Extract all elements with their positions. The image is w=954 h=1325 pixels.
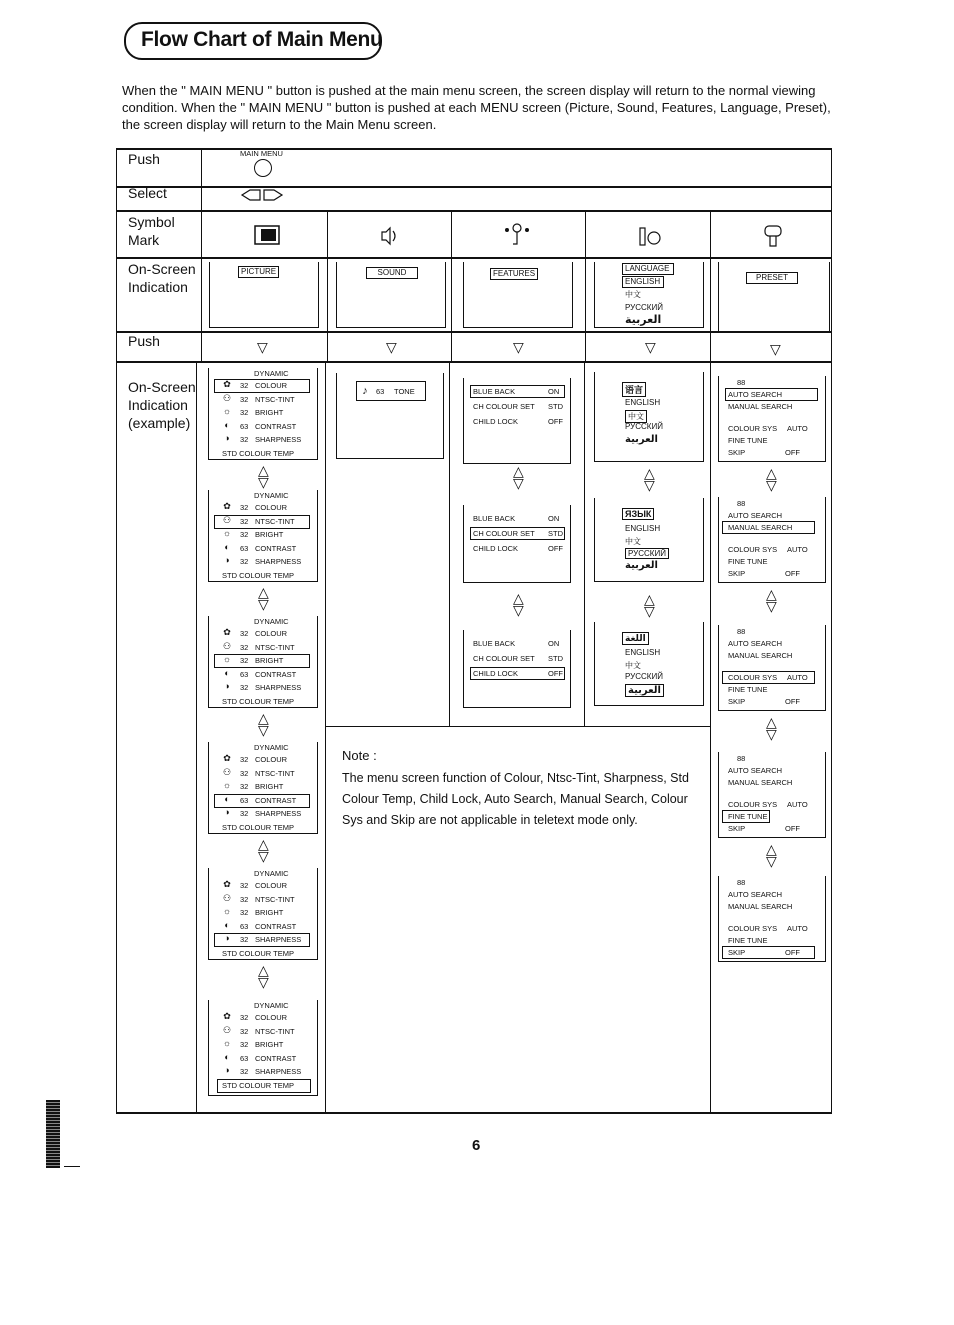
tone-value: 63 [376,387,385,396]
picture-mode-label: DYNAMIC [254,617,289,626]
picture-item-label: BRIGHT [255,782,284,792]
preset-item-value: AUTO [787,800,808,809]
down-triangle-icon: ▽ [258,722,269,738]
contrast-icon: ◐ [224,419,230,430]
preset-channel-number: 88 [737,754,746,763]
main-menu-button-icon [254,159,272,177]
picture-item-value: 32 [240,516,249,526]
picture-item-label: SHARPNESS [255,935,302,945]
note-title: Note : [342,748,377,763]
language-option: ENGLISH [625,648,661,657]
menu-preset[interactable]: PRESET [746,272,798,284]
down-triangle-icon: ▽ [766,598,777,614]
language-option[interactable]: 中文 [625,410,647,423]
preset-item-label: AUTO SEARCH [728,766,783,775]
intro-paragraph: When the " MAIN MENU " button is pushed at the main menu screen, the screen display will return to the normal viewing condition. When the " MAIN MENU " button is pushed at each MENU screen (Picture, Sound, Features, Language, Preset), the screen display will return to the Main Menu screen. [122,83,831,132]
picture-footer-label: STD COLOUR TEMP [222,697,294,706]
picture-footer-label: STD COLOUR TEMP [222,949,294,958]
picture-symbol-icon [252,224,282,246]
picture-item-value: 32 [240,1026,249,1036]
up-triangle-icon: △ [644,465,655,481]
features-item-label: CHILD LOCK [473,669,519,678]
picture-item-value: 32 [240,894,249,904]
language-menu-header: 语言 [622,382,646,397]
down-triangle-icon: ▽ [258,596,269,612]
down-triangle-icon: ▽ [766,477,777,493]
col-line [325,362,326,1113]
contrast-icon: ◐ [224,919,230,930]
preset-item-label: AUTO SEARCH [728,890,783,899]
picture-item-label: COLOUR [255,503,288,512]
preset-item-label: SKIP [728,697,746,706]
preset-item-label: MANUAL SEARCH [728,651,793,660]
menu-sound[interactable]: SOUND [366,267,418,279]
picture-footer-label: STD COLOUR TEMP [222,823,294,832]
picture-footer-label: STD COLOUR TEMP [222,449,294,458]
picture-item-label: COLOUR [255,1013,288,1022]
row-label-onscreen: On-Screen Indication [128,261,196,295]
tone-icon: ♪ [362,385,368,397]
up-triangle-icon: △ [258,584,269,600]
picture-item-label: BRIGHT [255,656,284,666]
picture-item-value: 32 [240,408,249,418]
down-triangle-icon: ▽ [645,339,656,355]
colour-icon: ✿ [223,627,231,637]
picture-item-value: 32 [240,1067,249,1077]
up-triangle-icon: △ [258,462,269,478]
features-item-label: CH COLOUR SET [473,654,535,663]
preset-item-value: AUTO [787,545,808,554]
features-item-value: ON [548,639,560,648]
lang-arabic: العربية [625,314,662,326]
label-col-line [196,362,197,1113]
col-line [449,362,450,727]
row-label-symbol: Symbol Mark [128,214,175,248]
up-triangle-icon: △ [766,714,777,730]
features-item-value: ON [548,514,560,523]
language-menu-header: ЯЗЫК [622,508,654,520]
picture-item-label: BRIGHT [255,530,284,540]
sharpness-icon: ◑ [224,807,230,818]
preset-item-label: SKIP [728,824,746,833]
features-item-value: OFF [548,544,563,553]
features-item-label: BLUE BACK [473,514,516,523]
picture-item-value: 32 [240,656,249,666]
preset-item-label: FINE TUNE [728,557,768,566]
colour-icon: ✿ [223,753,231,763]
language-option: ENGLISH [625,524,661,533]
preset-item-label: FINE TUNE [728,436,768,445]
language-option: РУССКИЙ [625,422,663,431]
up-triangle-icon: △ [644,591,655,607]
preset-item-value: AUTO [787,924,808,933]
features-item-label: BLUE BACK [473,387,516,396]
features-item-value: STD [548,402,563,411]
picture-item-label: NTSC-TINT [255,642,295,652]
down-triangle-icon: ▽ [766,853,777,869]
picture-item-value: 32 [240,881,249,890]
col-line [585,210,586,362]
preset-item-label: COLOUR SYS [728,673,778,682]
picture-item-value: 32 [240,530,249,540]
language-option: العربية [625,560,658,571]
down-triangle-icon: ▽ [513,339,524,355]
down-triangle-icon: ▽ [386,339,397,355]
picture-item-label: NTSC-TINT [255,516,295,526]
language-option: РУССКИЙ [625,672,663,681]
features-item-value: ON [548,387,560,396]
col-line [451,210,452,362]
picture-item-label: COLOUR [255,629,288,638]
up-triangle-icon: △ [766,586,777,602]
colour-icon: ✿ [223,501,231,511]
picture-item-value: 63 [240,421,249,431]
language-option: العربية [625,434,658,445]
picture-item-value: 32 [240,381,249,390]
language-option[interactable]: РУССКИЙ [625,548,669,559]
down-triangle-icon: ▽ [257,339,268,355]
picture-item-value: 63 [240,921,249,931]
preset-item-label: AUTO SEARCH [728,511,783,520]
picture-item-label: COLOUR [255,381,288,390]
row-label-push2: Push [128,333,160,349]
page-title: Flow Chart of Main Menu [141,28,383,51]
picture-item-value: 32 [240,683,249,693]
picture-item-label: SHARPNESS [255,1067,302,1077]
preset-item-value: OFF [785,948,800,957]
features-item-value: STD [548,529,563,538]
picture-item-label: BRIGHT [255,1040,284,1050]
picture-item-label: NTSC-TINT [255,894,295,904]
up-triangle-icon: △ [513,590,524,606]
picture-item-label: CONTRAST [255,669,297,679]
bright-icon: ☼ [222,780,232,791]
preset-item-label: FINE TUNE [728,685,768,694]
preset-item-value: OFF [785,697,800,706]
sharpness-icon: ◑ [224,1065,230,1076]
row-label-example: On-Screen Indication (example) [128,379,196,431]
bright-icon: ☼ [222,1038,232,1049]
preset-item-label: FINE TUNE [728,812,768,821]
preset-item-label: COLOUR SYS [728,545,778,554]
picture-item-value: 32 [240,557,249,567]
down-triangle-icon: ▽ [766,726,777,742]
preset-item-label: AUTO SEARCH [728,390,783,399]
picture-item-value: 32 [240,629,249,638]
lang-chinese: 中文 [625,290,641,299]
language-option: ENGLISH [625,398,661,407]
note-top-line [326,726,710,727]
language-option: 中文 [625,661,641,670]
features-item-label: BLUE BACK [473,639,516,648]
contrast-icon: ◐ [224,541,230,552]
page-number: 6 [472,1137,481,1154]
col-line [327,210,328,362]
preset-channel-number: 88 [737,378,746,387]
features-item-label: CH COLOUR SET [473,402,535,411]
table-right-border [831,148,832,1113]
preset-item-label: COLOUR SYS [728,424,778,433]
colour-icon: ✿ [223,1011,231,1021]
down-triangle-icon: ▽ [258,974,269,990]
picture-item-value: 32 [240,809,249,819]
picture-mode-label: DYNAMIC [254,869,289,878]
features-item-label: CHILD LOCK [473,417,519,426]
picture-item-value: 32 [240,768,249,778]
down-triangle-icon: ▽ [258,474,269,490]
label-col-line [201,148,202,362]
picture-item-label: BRIGHT [255,908,284,918]
col-line [584,362,585,727]
down-triangle-icon: ▽ [770,341,781,357]
preset-item-label: MANUAL SEARCH [728,402,793,411]
picture-item-value: 32 [240,503,249,512]
table-line [116,186,832,188]
preset-item-value: AUTO [787,424,808,433]
picture-item-value: 63 [240,795,249,805]
preset-item-label: AUTO SEARCH [728,639,783,648]
preset-channel-number: 88 [737,878,746,887]
picture-mode-label: DYNAMIC [254,369,289,378]
tint-icon: ⚇ [222,892,232,903]
menu-features[interactable]: FEATURES [490,268,538,280]
features-item-value: STD [548,654,563,663]
picture-item-value: 63 [240,669,249,679]
lang-english: ENGLISH [622,276,664,288]
picture-item-value: 32 [240,1013,249,1022]
down-triangle-icon: ▽ [513,475,524,491]
picture-item-label: NTSC-TINT [255,768,295,778]
picture-footer-label: STD COLOUR TEMP [222,571,294,580]
note-text: The menu screen function of Colour, Ntsc-Tint, Sharpness, Std Colour Temp, Child Lock, Auto Search, Manual Search, Colour Sys and Skip are not applicable in teletext mode only. [342,771,689,827]
up-triangle-icon: △ [766,841,777,857]
bright-icon: ☼ [222,406,232,417]
sharpness-icon: ◑ [224,555,230,566]
tint-icon: ⚇ [222,514,232,525]
preset-item-label: MANUAL SEARCH [728,523,793,532]
tint-icon: ⚇ [222,766,232,777]
bright-icon: ☼ [222,906,232,917]
down-triangle-icon: ▽ [258,848,269,864]
sharpness-icon: ◑ [224,433,230,444]
features-symbol-icon [503,222,531,248]
table-left-border [116,148,117,1113]
up-triangle-icon: △ [513,463,524,479]
picture-item-label: COLOUR [255,881,288,890]
picture-item-value: 32 [240,1040,249,1050]
language-menu-header: اللغة [622,632,649,645]
picture-item-label: NTSC-TINT [255,394,295,404]
picture-item-value: 32 [240,642,249,652]
tint-icon: ⚇ [222,1024,232,1035]
picture-item-value: 32 [240,394,249,404]
col-line [710,210,711,1113]
picture-item-label: COLOUR [255,755,288,764]
tint-icon: ⚇ [222,640,232,651]
language-example-screen [594,372,704,462]
language-option: 中文 [625,537,641,546]
preset-item-label: COLOUR SYS [728,800,778,809]
picture-footer-label: STD COLOUR TEMP [222,1081,294,1090]
preset-item-value: OFF [785,824,800,833]
picture-item-value: 32 [240,908,249,918]
sharpness-icon: ◑ [224,681,230,692]
preset-item-label: COLOUR SYS [728,924,778,933]
picture-mode-label: DYNAMIC [254,491,289,500]
preset-item-value: OFF [785,448,800,457]
row-label-select: Select [128,185,167,201]
row-label-push: Push [128,151,160,167]
table-bottom-border [116,1112,832,1114]
table-top-border [116,148,832,150]
features-item-value: OFF [548,669,563,678]
margin-binding-mark [46,1100,60,1168]
up-triangle-icon: △ [258,836,269,852]
down-triangle-icon: ▽ [644,477,655,493]
sharpness-icon: ◑ [224,933,230,944]
table-line [116,210,832,212]
margin-line [64,1166,80,1167]
picture-item-value: 63 [240,543,249,553]
picture-item-label: CONTRAST [255,921,297,931]
picture-item-value: 32 [240,935,249,945]
features-item-value: OFF [548,417,563,426]
table-line [116,361,832,363]
table-line [116,257,832,259]
features-item-label: CH COLOUR SET [473,529,535,538]
colour-icon: ✿ [223,379,231,389]
sound-symbol-icon [378,224,400,248]
picture-item-value: 32 [240,435,249,445]
preset-channel-number: 88 [737,627,746,636]
picture-item-label: NTSC-TINT [255,1026,295,1036]
picture-item-label: CONTRAST [255,1053,297,1063]
up-triangle-icon: △ [766,465,777,481]
preset-item-label: SKIP [728,948,746,957]
down-triangle-icon: ▽ [644,603,655,619]
contrast-icon: ◐ [224,793,230,804]
menu-language[interactable]: LANGUAGE [622,263,674,275]
tint-icon: ⚇ [222,392,232,403]
preset-item-label: SKIP [728,569,746,578]
features-item-label: CHILD LOCK [473,544,519,553]
language-option[interactable]: العربية [625,684,664,697]
picture-item-label: SHARPNESS [255,683,302,693]
select-arrows-icon [240,188,290,202]
tone-label: TONE [394,387,415,396]
colour-icon: ✿ [223,879,231,889]
picture-item-label: BRIGHT [255,408,284,418]
preset-item-value: AUTO [787,673,808,682]
picture-item-label: SHARPNESS [255,557,302,567]
picture-item-value: 32 [240,755,249,764]
picture-item-value: 32 [240,782,249,792]
preset-item-label: MANUAL SEARCH [728,902,793,911]
contrast-icon: ◐ [224,667,230,678]
up-triangle-icon: △ [258,962,269,978]
language-symbol-icon [637,226,665,248]
menu-picture[interactable]: PICTURE [238,266,279,278]
picture-item-label: SHARPNESS [255,809,302,819]
up-triangle-icon: △ [258,710,269,726]
picture-item-label: CONTRAST [255,543,297,553]
preset-item-label: MANUAL SEARCH [728,778,793,787]
preset-item-label: FINE TUNE [728,936,768,945]
main-menu-label: MAIN MENU [240,149,283,158]
picture-item-label: CONTRAST [255,421,297,431]
bright-icon: ☼ [222,528,232,539]
picture-item-value: 63 [240,1053,249,1063]
picture-mode-label: DYNAMIC [254,1001,289,1010]
picture-item-label: SHARPNESS [255,435,302,445]
preset-item-label: SKIP [728,448,746,457]
lang-russian: РУССКИЙ [625,303,663,312]
contrast-icon: ◐ [224,1051,230,1062]
preset-symbol-icon [762,224,784,250]
picture-item-label: CONTRAST [255,795,297,805]
bright-icon: ☼ [222,654,232,665]
preset-channel-number: 88 [737,499,746,508]
preset-item-value: OFF [785,569,800,578]
picture-mode-label: DYNAMIC [254,743,289,752]
down-triangle-icon: ▽ [513,602,524,618]
